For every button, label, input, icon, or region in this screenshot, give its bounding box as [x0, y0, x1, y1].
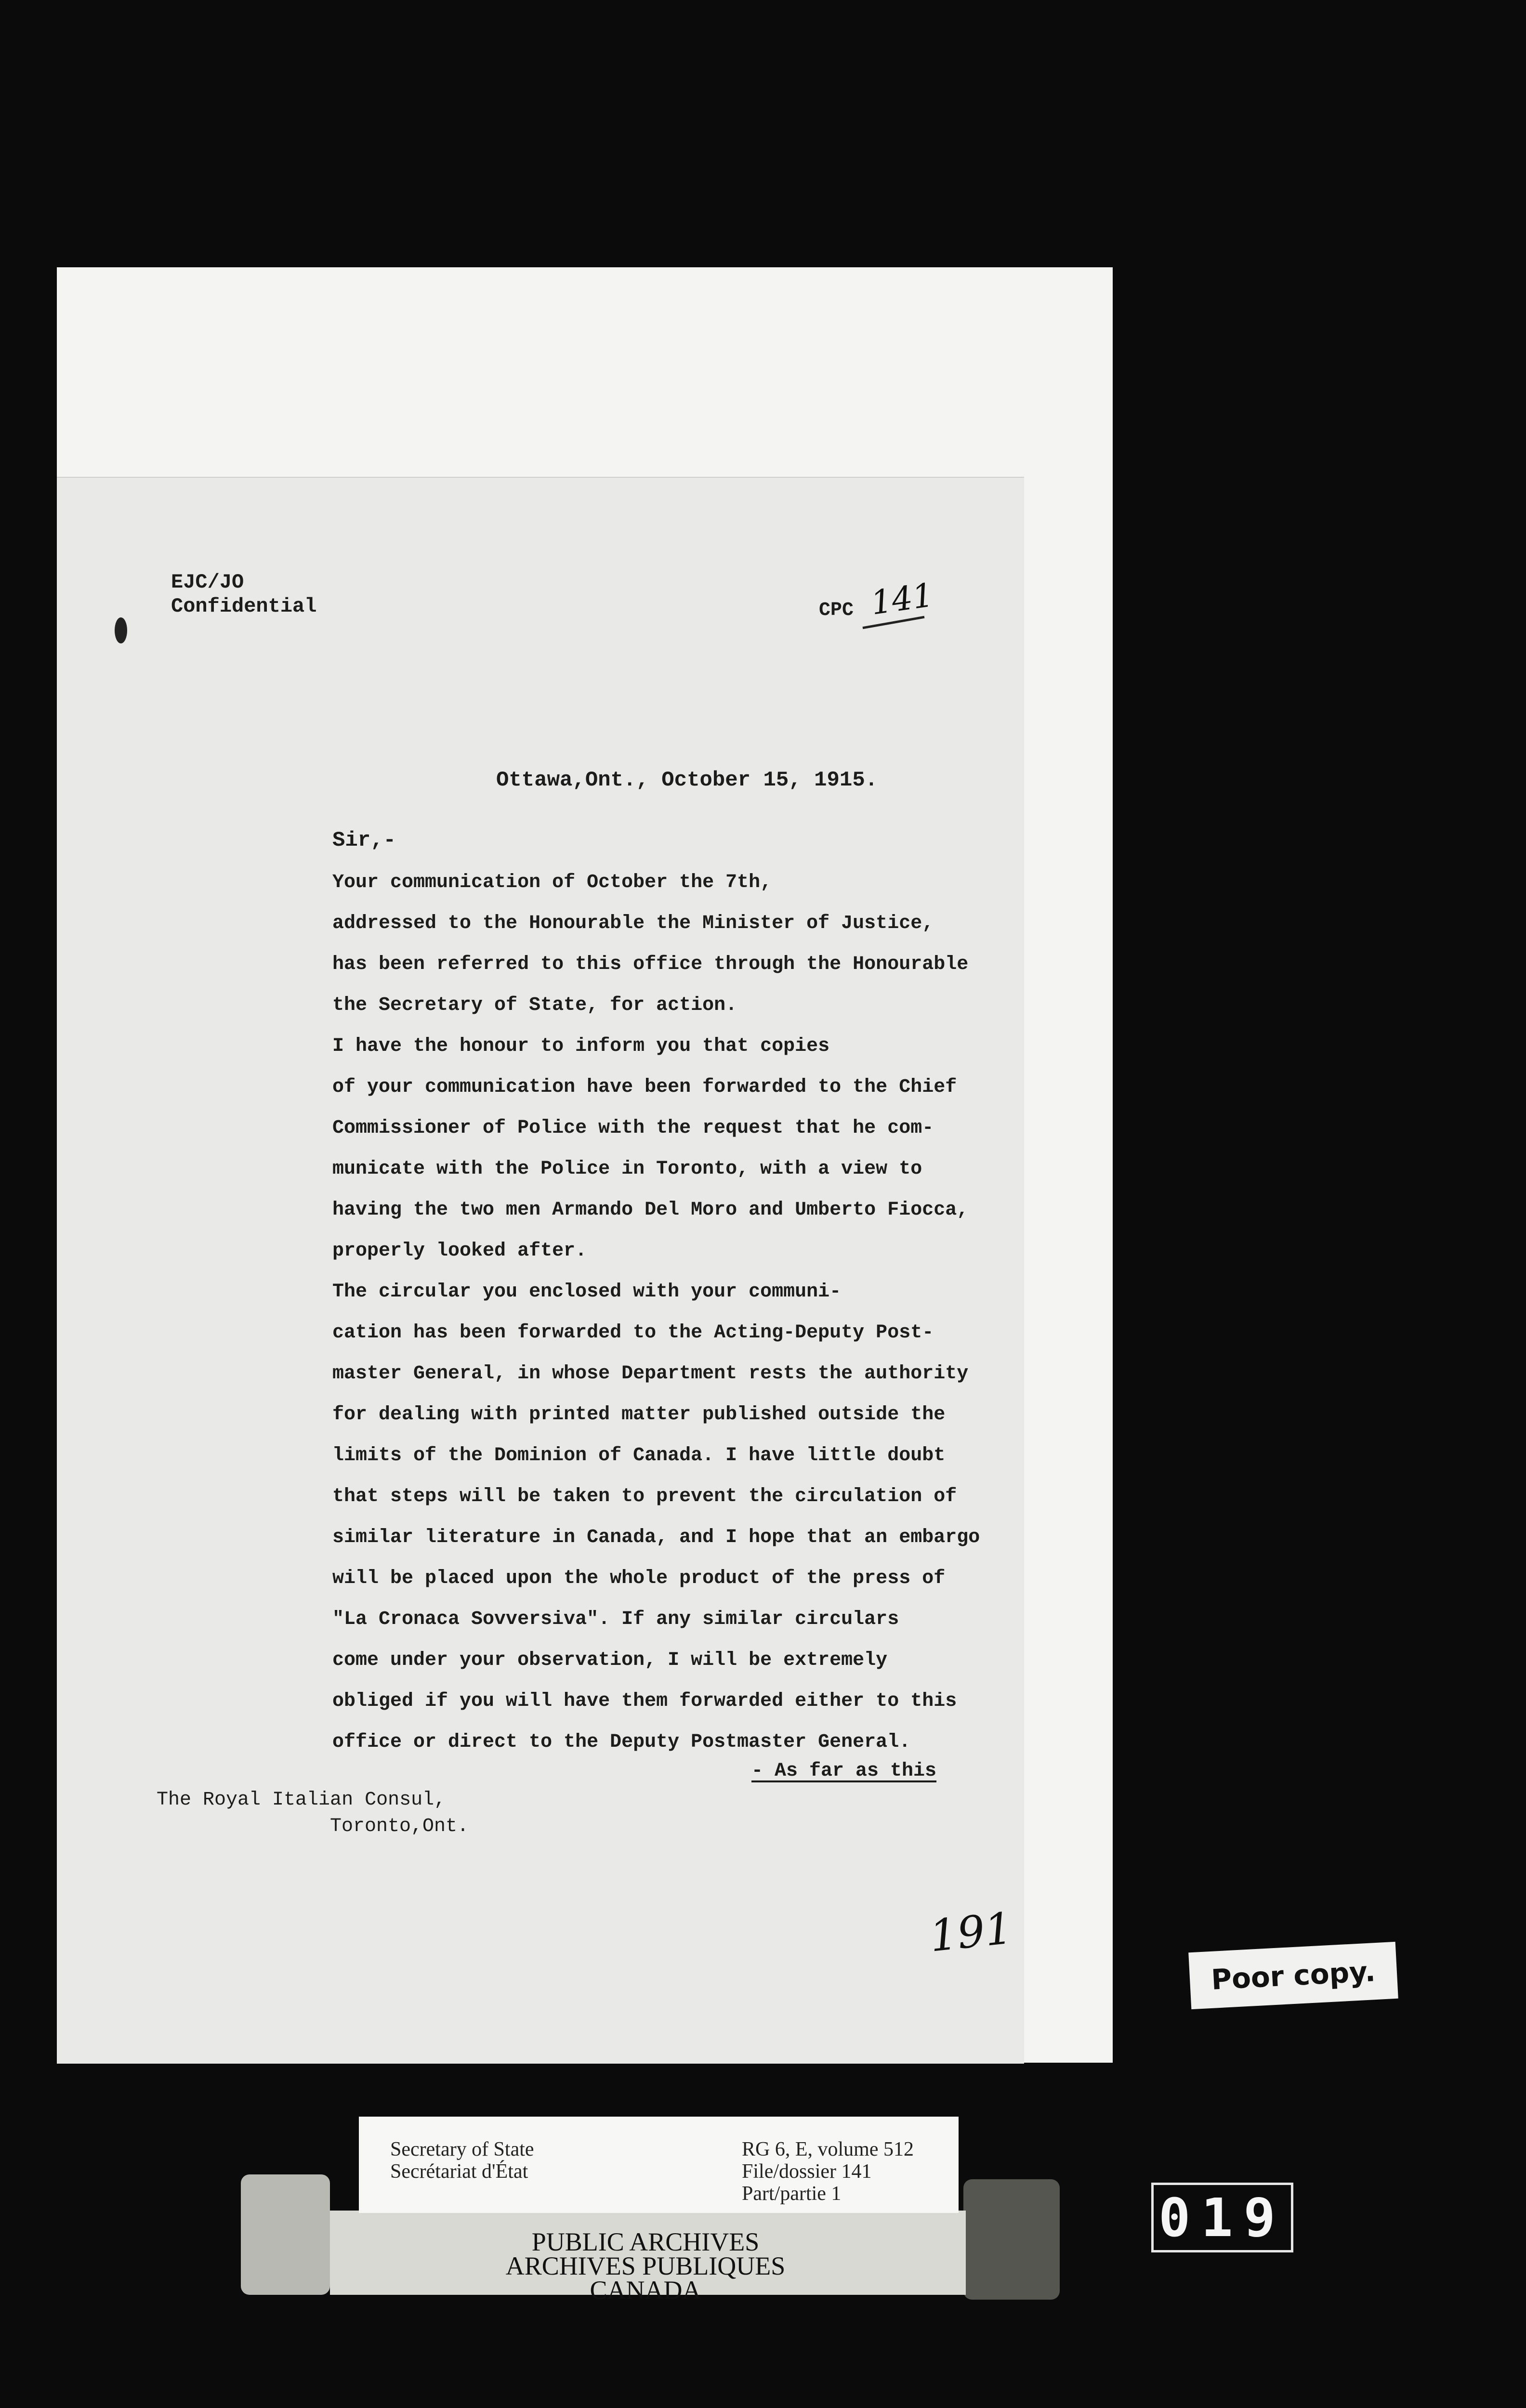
- classification: Confidential: [171, 595, 317, 618]
- body-line: the Secretary of State, for action.: [332, 995, 737, 1016]
- page-number-handwritten: 191: [927, 1903, 1015, 1962]
- microfilm-holder-right: [963, 2179, 1060, 2300]
- body-line: Your communication of October the 7th,: [332, 872, 772, 893]
- salutation: Sir,-: [332, 828, 396, 852]
- body-line: come under your observation, I will be extremely: [332, 1649, 888, 1671]
- archive-title: [405, 2227, 886, 2304]
- body-line: addressed to the Honourable the Minister of Justice,: [332, 913, 934, 934]
- body-line: properly looked after.: [332, 1240, 587, 1262]
- punch-hole: [115, 617, 127, 643]
- body-line: office or direct to the Deputy Postmaster General.: [332, 1731, 911, 1753]
- body-line: for dealing with printed matter published outside the: [332, 1404, 946, 1426]
- body-line: Commissioner of Police with the request that he com-: [332, 1117, 934, 1139]
- body-line: cation has been forwarded to the Acting-Deputy Post-: [332, 1322, 934, 1344]
- microfilm-holder-left: [241, 2174, 330, 2295]
- body-line: having the two men Armando Del Moro and Umberto Fiocca,: [332, 1199, 969, 1221]
- reference-initials: EJC/JO: [171, 571, 244, 594]
- department-en: Secretary of State: [390, 2138, 534, 2160]
- letter-sheet: [57, 477, 1024, 2064]
- body-line: has been referred to this office through the Honourable: [332, 954, 969, 975]
- file-reference: CPC: [819, 600, 854, 621]
- part-partie: Part/partie 1: [742, 2183, 842, 2205]
- archive-title-line: ARCHIVES PUBLIQUES: [505, 2251, 786, 2280]
- archive-title-line: PUBLIC ARCHIVES: [531, 2227, 760, 2256]
- archive-title-line: CANADA: [590, 2276, 701, 2304]
- body-line: master General, in whose Department rests the authority: [332, 1363, 969, 1385]
- body-line: of your communication have been forwarded to the Chief: [332, 1076, 957, 1098]
- continuation-line: - As far as this: [751, 1760, 937, 1782]
- addressee-line: Toronto,Ont.: [330, 1816, 469, 1837]
- volume-reference: RG 6, E, volume 512: [742, 2138, 914, 2160]
- addressee-line: The Royal Italian Consul,: [157, 1789, 446, 1811]
- body-line: municate with the Police in Toronto, with a view to: [332, 1158, 922, 1180]
- department-fr: Secrétariat d'État: [390, 2160, 528, 2183]
- poor-copy-label: [1188, 1942, 1398, 2009]
- frame-counter: 019: [1151, 2183, 1293, 2252]
- body-line: I have the honour to inform you that copies: [332, 1035, 830, 1057]
- body-line: The circular you enclosed with your communi-: [332, 1281, 842, 1303]
- body-line: limits of the Dominion of Canada. I have little doubt: [332, 1445, 946, 1466]
- body-line: will be placed upon the whole product of the press of: [332, 1568, 946, 1589]
- poor-copy-text: Poor copy.: [1210, 1955, 1377, 1996]
- body-line: similar literature in Canada, and I hope that an embargo: [332, 1527, 980, 1548]
- date-line: Ottawa,Ont., October 15, 1915.: [496, 768, 878, 792]
- body-line: "La Cronaca Sovversiva". If any similar circulars: [332, 1609, 899, 1630]
- file-number-handwritten: 141: [868, 576, 936, 623]
- body-line: that steps will be taken to prevent the circulation of: [332, 1486, 957, 1507]
- body-line: obliged if you will have them forwarded either to this: [332, 1690, 957, 1712]
- file-dossier: File/dossier 141: [742, 2160, 872, 2183]
